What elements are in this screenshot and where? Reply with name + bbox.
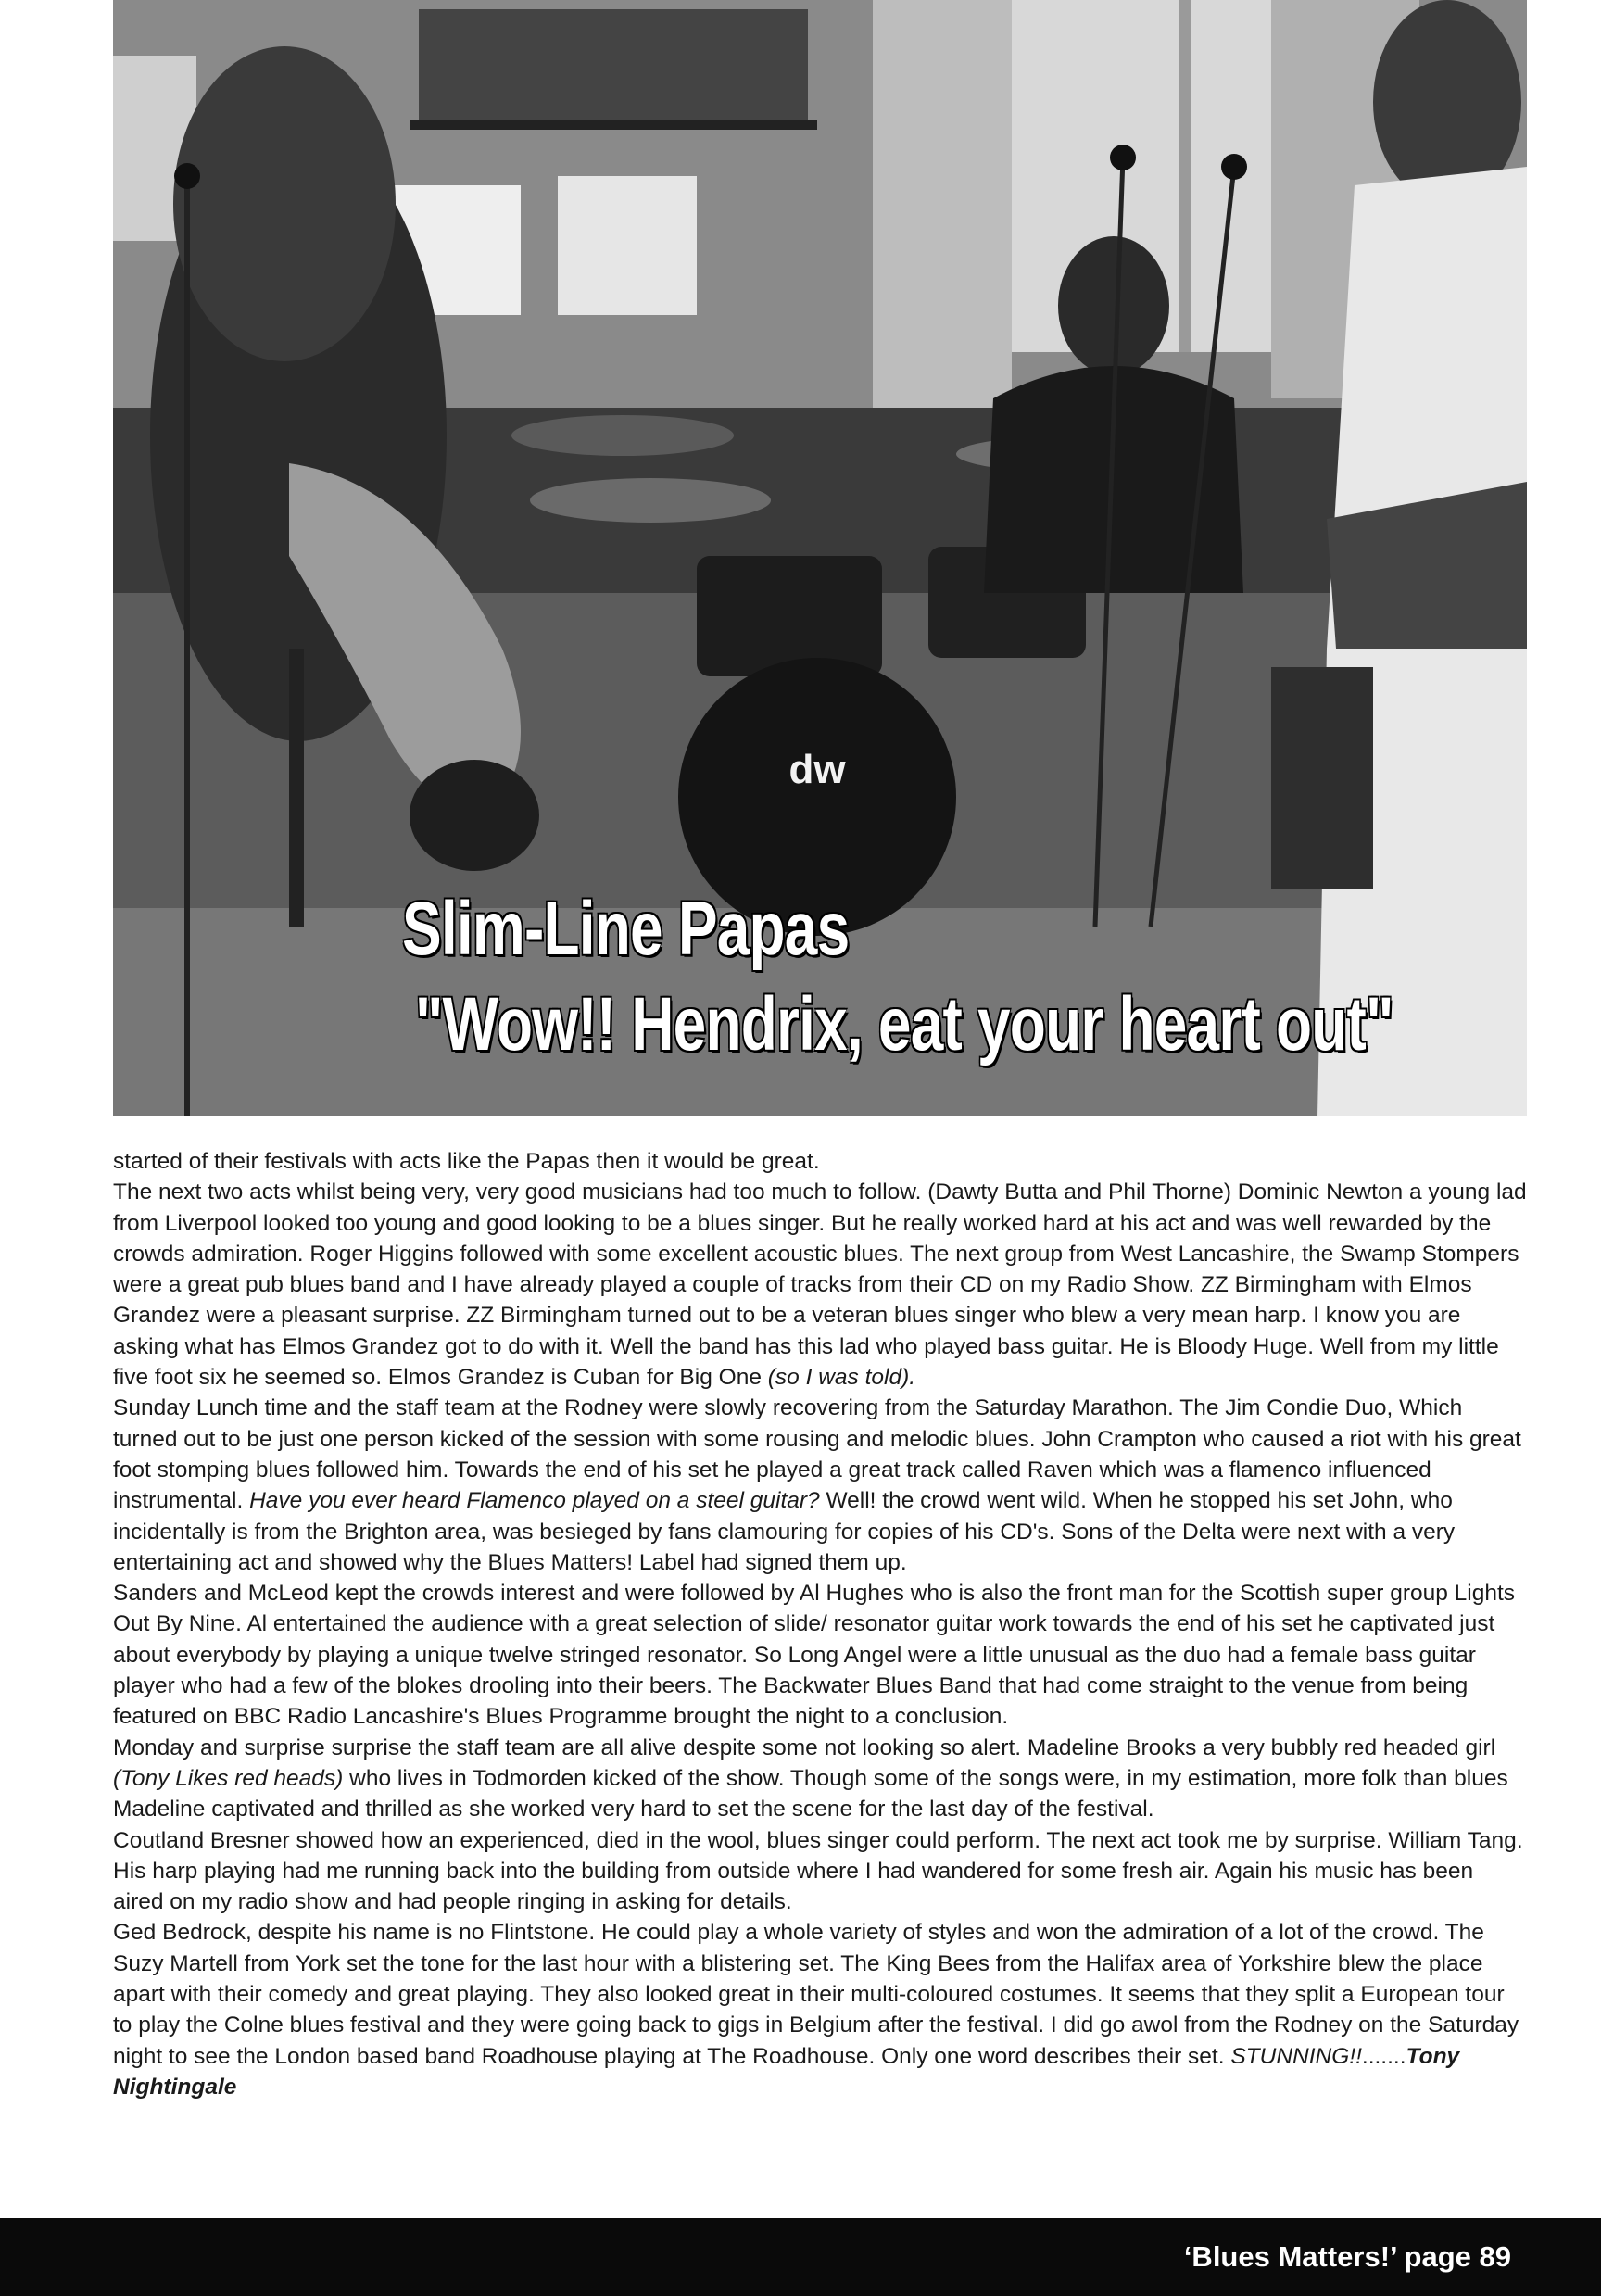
article-body bbox=[113, 1146, 1527, 2102]
italic-aside: (Tony Likes red heads) bbox=[113, 1765, 344, 1791]
italic-aside: Have you ever heard Flamenco played on a steel guitar? bbox=[249, 1488, 820, 1514]
wall-poster bbox=[558, 176, 697, 315]
headline-band-name: Slim-Line Papas bbox=[402, 887, 850, 971]
article-paragraph: The next two acts whilst being very, very good musicians had too much to follow. (Dawty Butta and Phil Thorne) Dominic Newton a young lad from Liverpool looked too young and good looking to be a blues singer. But he really worked hard at his act and was well rewarded by the crowds admiration. Roger Higgins followed with some excellent acoustic blues. The next group from West Lancashire, the Swamp Stompers were a great pub blues band and I have already played a couple of tracks from their CD on my Radio Show. ZZ Birmingham with Elmos Grandez were a pleasant surprise. ZZ Birmingham turned out to be a veteran blues singer who blew a very mean harp. I know you are asking what has Elmos Grandez got to do with it. Well the band has this lad who played bass guitar. He is Bloody Huge. Well from my little five foot six he seemed so. Elmos Grandez is Cuban for Big One (so I was told). bbox=[113, 1180, 1527, 1391]
bookshelf bbox=[419, 9, 808, 120]
author-signature: Tony Nightingale bbox=[113, 2043, 1460, 2100]
italic-aside: STUNNING!! bbox=[1230, 2043, 1362, 2069]
band-photo bbox=[113, 0, 1527, 1116]
article-paragraph: Monday and surprise surprise the staff team are all alive despite some not looking so alert. Madeline Brooks a very bubbly red headed girl (Tony Likes red heads) who lives in Todmorden kicked of the show. Though some of the songs were, in my estimation, more folk than blues Madeline captivated and thrilled as she worked very hard to set the scene for the last day of the festival. bbox=[113, 1735, 1508, 1823]
curtain-left bbox=[873, 0, 1012, 435]
footer-page-label: ‘Blues Matters!’ page 89 bbox=[1183, 2240, 1511, 2273]
article-paragraph: started of their festivals with acts like the Papas then it would be great. bbox=[113, 1149, 820, 1174]
article-paragraph: Sanders and McLeod kept the crowds interest and were followed by Al Hughes who is also the front man for the Scottish super group Lights Out By Nine. Al entertained the audience with a great selection of slide/ resonator guitar work towards the end of his set he captivated just about everybody by playing a unique twelve stringed resonator. So Long Angel were a little unusual as the duo had a female bass guitar player who had a few of the blokes drooling into their beers. The Backwater Blues Band that had come straight to the venue from being featured on BBC Radio Lancashire's Blues Programme brought the night to a conclusion. bbox=[113, 1581, 1516, 1730]
bass-drum-logo: dw bbox=[788, 747, 846, 792]
article-paragraph: Ged Bedrock, despite his name is no Flintstone. He could play a whole variety of styles and won the admiration of a lot of the crowd. The Suzy Martell from York set the tone for the last hour with a blistering set. The King Bees from the Halifax area of Yorkshire blew the place apart with their comedy and great playing. They also looked great in their multi-coloured costumes. It seems that they split a European tour to play the Colne blues festival and they were going back to gigs in Belgium after the festival. I did go awol from the Rodney on the Saturday night to see the London based band Roadhouse playing at The Roadhouse. Only one word describes their set. STUNNING!!.......Tony Nightingale bbox=[113, 1920, 1519, 2100]
page-footer bbox=[0, 2218, 1601, 2296]
amplifier bbox=[1271, 667, 1373, 889]
article-paragraph: Coutland Bresner showed how an experienced, died in the wool, blues singer could perform. The next act took me by surprise. William Tang. His harp playing had me running back into the building from outside where I had wandered for some fresh air. Again his music has been aired on my radio show and had people ringing in asking for details. bbox=[113, 1827, 1523, 1915]
italic-aside: (so I was told). bbox=[767, 1365, 916, 1391]
article-paragraph: Sunday Lunch time and the staff team at the Rodney were slowly recovering from the Saturday Marathon. The Jim Condie Duo, Which turned out to be just one person kicked of the session with some rousing and melodic blues. John Crampton who caused a riot with his great foot stomping blues followed him. Towards the end of his set he played a great track called Raven which was a flamenco influenced instrumental. Have you ever heard Flamenco played on a steel guitar? Well! the crowd went wild. When he stopped his set John, who incidentally is from the Brighton area, was besieged by fans clamouring for copies of his CD's. Sons of the Delta were next with a very entertaining act and showed why the Blues Matters! Label had signed them up. bbox=[113, 1395, 1521, 1575]
headline-quote: "Wow!! Hendrix, eat your heart out" bbox=[415, 982, 1393, 1066]
